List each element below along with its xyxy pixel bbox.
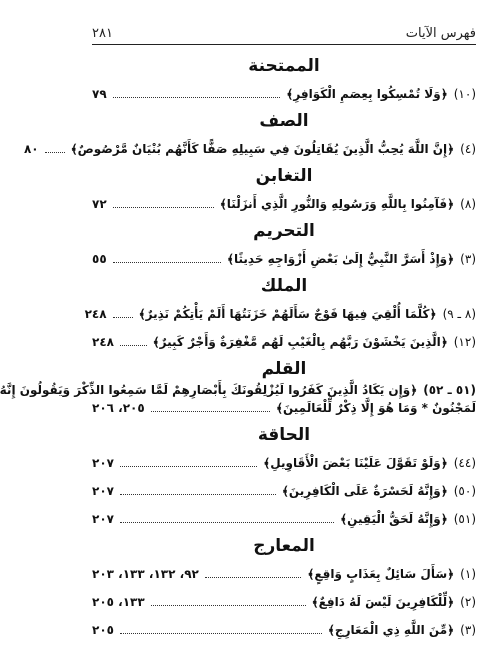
verse-text: ﴿فَآمِنُوا بِاللَّهِ وَرَسُولِهِ وَالنُّورِ الَّذِي أَنزَلْنَا﴾	[219, 197, 455, 211]
dot-leader	[151, 411, 270, 412]
page-number: ٢٨١	[92, 25, 113, 41]
verse-text: ﴿وَلَا تُمْسِكُوا بِعِصَمِ الْكَوَافِرِ﴾	[286, 87, 448, 101]
verse-number: (٣)	[460, 252, 476, 266]
index-entry	[92, 78, 476, 106]
page-refs: ٩٢، ١٣٢، ١٣٣، ٢٠٣	[92, 567, 199, 581]
surah-section	[92, 535, 476, 642]
dot-leader	[45, 152, 65, 153]
verse-number: (٨)	[460, 197, 476, 211]
dot-leader	[113, 97, 281, 98]
dot-leader	[113, 317, 133, 318]
page-header	[92, 22, 476, 44]
verse-index	[0, 55, 476, 646]
index-entry	[92, 447, 476, 475]
dot-leader	[151, 605, 306, 606]
surah-title: الحاقة	[257, 425, 311, 445]
surah-section	[92, 165, 476, 216]
page-refs: ٢٠٧	[92, 456, 114, 470]
verse-text: لَمَجْنُونٌ * وَمَا هُوَ إِلَّا ذِكْرٌ لِّلْعَالَمِينَ﴾	[275, 401, 476, 415]
verse-text: ﴿وَإِنَّهُ لَحَقُّ الْيَقِينِ﴾	[340, 512, 448, 526]
page-refs: ٢٠٧	[92, 512, 114, 526]
verse-number: (٣)	[460, 623, 476, 637]
page-refs: ٥٥	[92, 252, 107, 266]
verse-number: (٢)	[460, 595, 476, 609]
verse-number: (٤)	[460, 142, 476, 156]
index-entry	[23, 133, 476, 161]
dot-leader	[120, 522, 334, 523]
verse-text: ﴿لِّلْكَافِرِينَ لَيْسَ لَهُ دَافِعٌ﴾	[311, 595, 455, 609]
index-entry	[84, 298, 476, 326]
surah-section	[23, 110, 476, 161]
dot-leader	[113, 207, 214, 208]
verse-text: ﴿وَإِذْ أَسَرَّ النَّبِيُّ إِلَىٰ بَعْضِ أَزْوَاجِهِ حَدِيثًا﴾	[226, 252, 455, 266]
verse-number: (١٢)	[453, 335, 476, 349]
index-entry	[92, 188, 476, 216]
page-refs: ٢٠٥	[92, 623, 114, 637]
index-entry	[92, 503, 476, 531]
verse-text: ﴿مِّنَ اللَّهِ ذِي الْمَعَارِجِ﴾	[327, 623, 455, 637]
dot-leader	[120, 345, 147, 346]
verse-number: (٨ ـ ٩)	[442, 307, 476, 321]
verse-text: ﴿كُلَّمَا أُلْقِيَ فِيهَا فَوْجٌ سَأَلَهُمْ خَزَنَتُهَا أَلَمْ يَأْتِكُمْ نَذِيرٌ﴾	[138, 307, 437, 321]
surah-title: الملك	[260, 276, 308, 296]
page-refs: ٢٤٨	[84, 307, 107, 321]
index-entry	[92, 558, 476, 586]
index-entry	[92, 243, 476, 271]
verse-number: (٥٠)	[453, 484, 476, 498]
surah-section	[84, 275, 476, 354]
surah-section	[92, 220, 476, 271]
page-refs: ٢٠٧	[92, 484, 114, 498]
page-refs: ١٣٣، ٢٠٥	[92, 595, 145, 609]
index-entry	[92, 326, 476, 354]
surah-title: التحريم	[253, 221, 315, 241]
page-refs: ٧٢	[92, 197, 107, 211]
verse-line	[0, 381, 476, 399]
page-refs: ٢٤٨	[92, 335, 114, 349]
header-rule	[92, 44, 476, 45]
dot-leader	[205, 577, 301, 578]
verse-line	[92, 399, 476, 417]
verse-text: ﴿وَلَوْ تَقَوَّلَ عَلَيْنَا بَعْضَ الْأَقَاوِيلِ﴾	[263, 456, 448, 470]
dot-leader	[120, 466, 257, 467]
dot-leader	[120, 494, 276, 495]
surah-title: المعارج	[253, 536, 315, 556]
verse-number: (٥١)	[453, 512, 476, 526]
page-refs: ٢٠٥، ٢٠٦	[92, 401, 145, 415]
surah-title: الصف	[259, 111, 309, 131]
running-title: فهرس الآيات	[405, 25, 476, 41]
page-refs: ٨٠	[23, 142, 39, 156]
surah-section	[0, 358, 476, 420]
surah-title: القلم	[261, 359, 307, 379]
page-refs: ٧٩	[92, 87, 107, 101]
verse-text: ﴿وَإِن يَكَادُ الَّذِينَ كَفَرُوا لَيُزْلِقُونَكَ بِأَبْصَارِهِمْ لَمَّا سَمِعُوا الذِّكْرَ وَيَقُولُونَ إِنَّهُ	[0, 383, 418, 397]
verse-text: ﴿سَأَلَ سَائِلٌ بِعَذَابٍ وَاقِعٍ﴾	[307, 567, 455, 581]
dot-leader	[120, 633, 322, 634]
verse-number: (٤٤)	[453, 456, 476, 470]
index-entry	[92, 475, 476, 503]
surah-title: الممتحنة	[248, 56, 320, 76]
verse-number: (١٠)	[453, 87, 476, 101]
verse-number: (٥١ ـ ٥٢)	[423, 383, 476, 397]
surah-title: التغابن	[255, 166, 313, 186]
index-entry	[0, 381, 476, 420]
index-entry	[92, 586, 476, 614]
surah-section	[92, 424, 476, 531]
verse-text: ﴿وَإِنَّهُ لَحَسْرَةٌ عَلَى الْكَافِرِينَ﴾	[281, 484, 448, 498]
index-entry	[92, 614, 476, 642]
surah-section	[92, 55, 476, 106]
verse-number: (١)	[460, 567, 476, 581]
verse-text: ﴿الَّذِينَ يَخْشَوْنَ رَبَّهُم بِالْغَيْبِ لَهُم مَّغْفِرَةٌ وَأَجْرٌ كَبِيرٌ﴾	[152, 335, 448, 349]
verse-text: ﴿إِنَّ اللَّهَ يُحِبُّ الَّذِينَ يُقَاتِلُونَ فِي سَبِيلِهِ صَفًّا كَأَنَّهُم بُنْيَانٌ مَّرْصُوصٌ﴾	[70, 142, 455, 156]
dot-leader	[113, 262, 221, 263]
